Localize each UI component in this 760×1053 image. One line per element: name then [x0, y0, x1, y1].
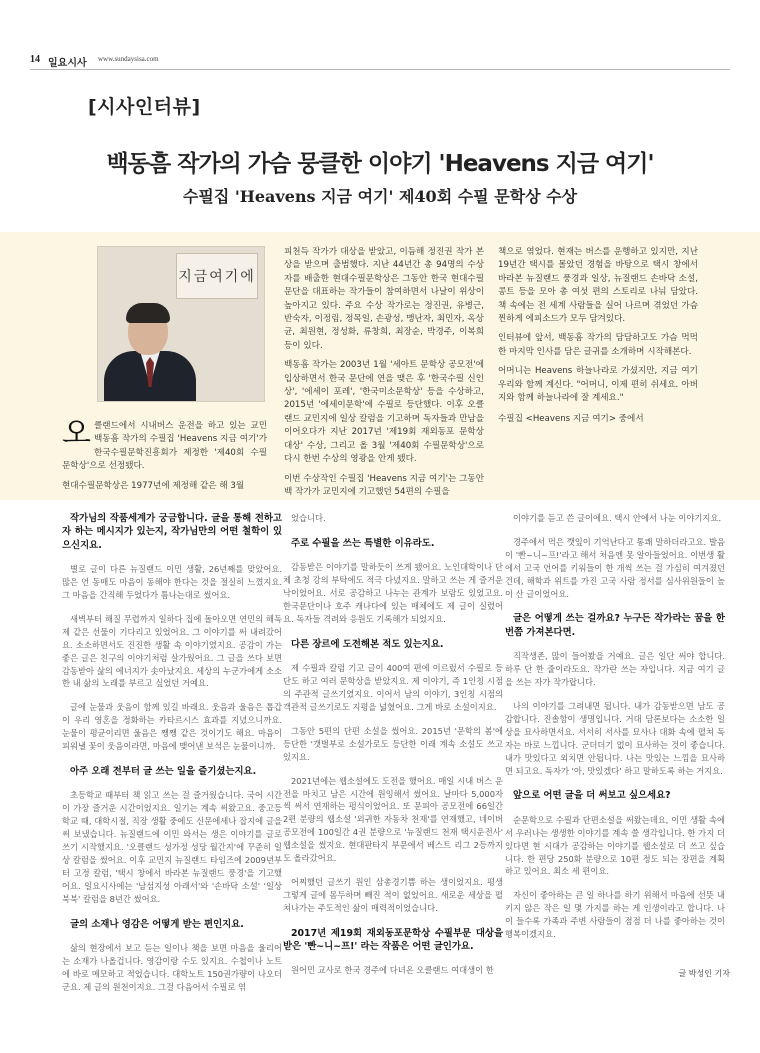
page-header	[30, 54, 730, 70]
author-photo	[97, 246, 265, 402]
intro-paragraph: 오클랜드에서 시내버스 운전을 하고 있는 교민 백동흠 작가의 수필집 'Heavens 지금 여기'가 한국수필문학진흥회가 제정한 '제40회 수필 문학상'으로 선정됐다.	[62, 416, 267, 472]
band-paragraph: 어머니는 Heavens 하늘나라로 가셨지만, 지금 여기 우리와 함께 계신다. "어머니, 이제 편히 쉬세요. 아버지와 함께 하늘나라에 잘 계세요."	[498, 366, 698, 404]
interview-answer: 감동받은 이야기를 말하듯이 쓰게 됐어요. 노인대학이나 단체 초청 강의 부탁에도 적극 다녔지요. 말하고 쓰는 게 즐거운 낙이었어요. 서로 공감하고 나누는 관계가 보람도 있었고요. 한국문단이나 호주 캐나다에 있는 매체에도 제 글이 실렸어요. 독자들 격려와 응원도 기록해가 되었지요.	[283, 562, 503, 624]
interview-answer: 나의 이야기를 그려내면 됩니다. 내가 감동받으면 남도 공감합니다. 진솔함이 생명입니다. 거대 담론보다는 소소한 일상을 묘사하면서요. 서서히 서사를 묘사나 대화 속에 펼쳐 독자는 바로 느낍니다. 군더더기 없이 묘사하는 것이 좋습니다. 내가 맛있다고 외치면 안됩니다. 나는 맛있는 느낌을 묘사하면 되고요. 독자가 '아, 맛있겠다' 하고 말하도록 하는 거지요.	[505, 700, 725, 776]
band-column-3	[498, 246, 698, 433]
quote-source: 수필집 <Heavens 지금 여기> 중에서	[498, 414, 644, 425]
interview-answer: 삶의 현장에서 보고 듣는 일이나 책을 보면 마음을 울리어는 소재가 나올겁니다. 영감이랑 수도 있지요. 수첩이나 노트에 바로 메모하고 적었습니다. 대학노트 150권가량이 나오더군요. 제 글의 원천이지요. 그걸 다음어서 수필로 엮	[62, 942, 282, 992]
band-paragraph: 인터뷰에 앞서, 백동흠 작가의 담담하고도 가슴 먹먹한 마지막 인사를 담은 글귀를 소개하며 시작해본다.	[498, 333, 698, 357]
article-column-3	[505, 512, 725, 952]
byline: 글 박성인 기자	[678, 969, 730, 978]
interview-answer: 초등학교 때부터 책 읽고 쓰는 걸 즐거웠습니다. 국어 시간이 가장 즐거운 시간이었지요. 일기는 계속 써왔고요. 중고등학교 때, 대학시절, 직장 생활 중에도 신문에세나 잡지에 글을 써 보냈습니다. 뉴질랜드에 이민 와서는 생은 이야기를 글로 쓰기 시작했지요. '오클랜드 성가정 성당 월간지'에 꾸준히 일상 칼럼을 썼어요. 이후 교민지 뉴질랜드 타임즈에 2009년부터 고정 칼럼, '택시 창에서 바라본 뉴질랜드 풍경'을 기고했어요. 일요시사에는 '남섬지성 아래서'와 '손바닥 소설' '일상 북북' 칼럼을 8년간 썼어요.	[62, 790, 282, 904]
interview-answer: 2021년에는 웹소설에도 도전을 했어요. 매일 시내 버스 운전을 마치고 남은 시간에 원잉해서 썼어요. 날마다 5,000자씩 써서 연재하는 펑식이었어요. 또 문피아 공모전에 66일간 2편 분량의 웹소설 '외귀한 자동차 천재'를 연재했고, 네이버 공모전에 100일간 4권 분량으로 '뉴질랜드 천재 택시운전사' 웹소설을 썼지요. 현대판타지 부문에서 베스트 리그 2등까지도 올라갔어요.	[283, 775, 503, 864]
interview-question: 글의 소재나 영감은 어떻게 받는 편인지요.	[70, 918, 244, 930]
interview-question: 작가님의 작품세계가 궁금합니다. 글을 통해 전하고자 하는 메시지가 있는지, 작가님만의 어떤 철학이 있으신지요.	[62, 513, 282, 551]
band-column-2	[284, 246, 484, 505]
intro-column	[62, 416, 267, 499]
article-column-1	[62, 512, 282, 1005]
intro-paragraph: 현대수필문학상은 1977년에 제정해 같은 해 3월	[62, 480, 245, 491]
section-tag: [시사인터뷰]	[88, 96, 201, 118]
band-paragraph: 백동흠 작가는 2003년 1월 '세아트 문학상 공모전'에 입상하면서 한국 문단에 연을 맺은 후 '한국수필 신인상', '에세이 포레', '한국미소문학상' 등을 수상하고, 2015년 '에세이문학'에 수필로 등단했다. 이후 오클랜드 교민지에 일상 칼럼을 기고하며 독자들과 만남을 이어오다가 지난 2017년 '제19회 재외동포 문학상 대상' 수상, 그리고 올 3월 '제40회 수필문학상'으로 다시 한번 수상의 영광을 안게 됐다.	[284, 360, 484, 465]
interview-answer: 직작생존, 많이 들어봤을 거예요. 글은 일단 써야 합니다. 하루 단 한 줄이라도요. 작가란 쓰는 자입니다. 지금 여기 글을 쓰는 자가 작가랍니다.	[505, 651, 725, 688]
interview-answer: 순문학으로 수필과 단편소설을 써왔는데요, 이민 생활 속에서 우러나는 생생한 이야기를 계속 쓸 생각입니다. 한 가지 더 있다면 현 시대가 공감하는 이야기를 웹소설로 더 쓰고 싶습니다. 한 편당 250화 분량으로 10편 정도 되는 장편을 계획하고 있어요. 최소 세 편이요.	[505, 814, 725, 877]
interview-question: 2017년 제19회 재외동포문학상 수필부문 대상을 받은 '빤~니~프!' 라는 작품은 어떤 글인가요.	[283, 927, 503, 953]
interview-answer: 이야기를 듣고 쓴 글이에요. 택시 안에서 나눈 이야기지요.	[513, 513, 722, 523]
interview-answer: 자신이 좋아하는 큰 일 하나를 하기 위해서 마음에 선뜻 내키지 않은 작은 일 몇 가지를 하는 게 인생이라고 합니다. 나이 들수록 가족과 주변 사람들이 점점 더 나를 좋아하는 것이 행복이겠지요.	[505, 890, 725, 940]
band-paragraph: 피천득 작가가 대상을 받았고, 이듬해 정진권 작가 본상을 받으며 출범했다. 지난 44년간 총 94명의 수상자를 배출한 현대수필문학상은 그동안 한국 현대수필 문단을 대표하는 작가들이 참여하면서 나날이 위상이 높아지고 있다. 주요 수상 작가로는 정진권, 유병근, 반숙자, 이정림, 정목일, 손광성, 맹난자, 최민자, 옥상균, 최원현, 정성화, 류창희, 최장순, 박경주, 이복희 등이 있다.	[284, 247, 484, 351]
interview-answer: 어찌했던 글쓰기 원인 삼총경기쁨 하는 생이었지요. 평생 그렇게 글에 몸두하며 빼진 적이 없었어요. 새로운 세상을 펼쳐나가는 주도적인 삶이 매력적이었습니다.	[283, 876, 503, 913]
interview-answer: 원어민 교사로 한국 경주에 다녀온 오클랜드 여대생이 한	[291, 965, 494, 976]
interview-answer: 었습니다.	[291, 513, 326, 523]
interview-question: 아주 오래 전부터 글 쓰는 일을 즐기셨는지요.	[70, 766, 257, 777]
page-number: 14	[30, 54, 40, 65]
interview-answer: 새벽부터 해질 무렵까지 일하다 집에 돌아오면 연민의 해독제 같은 선물이 기다리고 있었어요. 그 이야기를 써 내려갔어요. 소소하면서도 진진한 생활 속 이야기였지요. 공감이 가는 좋은 글은 친구의 이야기처럼 살가웠어요. 그 글을 쓰다 보면 감동받아 삶의 에너지가 솟아났지요. 세상의 누군가에게 소소한 내 삶의 노래를 부르고 싶었던 거예요.	[62, 613, 282, 689]
interview-question: 앞으로 어떤 글을 더 써보고 싶으세요?	[513, 790, 671, 802]
publication-name: 일요시사	[48, 58, 87, 69]
band-paragraph: 이번 수상작인 수필집 'Heavens 지금 여기'는 그동안 백 작가가 교민지에 기고했던 54편의 수필을	[284, 473, 484, 497]
band-paragraph: 책으로 엮었다. 현재는 버스를 운행하고 있지만, 지난 19년간 택시를 몰았던 경험을 바탕으로 택시 창에서 바라본 뉴질랜드 풍경과 일상, 뉴질랜드 손바닥 소설, 콩트 등을 모아 총 여섯 편의 스토리로 나눠 담았다. 책 속에는 전 세계 사람들을 실어 나르며 겪었던 가슴찐하게 에피소드가 모두 담겨있다.	[498, 247, 698, 325]
interview-answer: 글에 눈물과 웃음이 함께 있길 바래요. 웃음과 울음은 톱갑이 우리 영혼을 정화하는 카타르시스 효과를 지녔으니까요. 눈물이 평균이리면 울음은 쨍쨍 같은 것이기도 해요. 마음이 피워낼 꽃이 웃음이라면, 마음에 맺어낸 보석은 눈물이니까.	[62, 702, 282, 752]
photo-sign: 지금여기에	[176, 253, 258, 299]
interview-answer: 그동안 5편의 단편 소설을 썼어요. 2015년 '문학의 봄'에 등단한 '갯벌부로 소설가로도 등단한 이래 계속 소설도 쓰고 있지요.	[283, 725, 503, 762]
interview-question: 다른 장르에 도전해본 적도 있는지요.	[291, 638, 444, 650]
subheadline: 수필집 'Heavens 지금 여기' 제40회 수필 문학상 수상	[182, 187, 578, 206]
drop-cap: 오	[62, 416, 91, 451]
headline: 백동흠 작가의 가슴 뭉클한 이야기 'Heavens 지금 여기'	[106, 151, 654, 177]
interview-answer: 별로 글이 다른 뉴질랜드 이민 생활, 26년째를 맞았어요. 많은 언 동매도 마음이 동해야 한다는 것을 절실히 느꼈지요. 그 마음을 간직해 두었다가 틈나는대로 썼어요.	[62, 564, 282, 601]
publication-url: www.sundaysisa.com	[98, 55, 159, 63]
interview-question: 주로 수필을 쓰는 특별한 이유라도.	[291, 537, 435, 549]
interview-question: 글은 어떻게 쓰는 걸까요? 누구든 작가라는 꿈을 한번쯤 가져본다면.	[505, 613, 725, 638]
interview-answer: 경주에서 먹은 깻잎이 기억난다고 통쾌 말하더라고요. 발음이 '빤~니~프!'라고 해서 처음엔 못 알아들었어요. 이번생 활에서 고국 언어를 키워들이 한 개씩 쓰는 걸 가심히 여겨졌던 건데, 해학과 위트를 가진 고국 사람 정서를 심사위원들이 높이 산 글이었어요.	[505, 536, 725, 599]
article-column-2	[283, 512, 503, 988]
interview-answer: 제 수필과 칼럼 기고 글이 400여 편에 이르렀서 수필로 등단도 하고 여러 문학상을 받았지요. 제 이야기, 즉 1인칭 시점의 주관적 글쓰기였지요. 이어서 남의 이야기, 3인칭 시점의 객관적 글쓰기로도 지평을 넓혔어요. 그게 바로 소설이지요.	[283, 663, 503, 712]
person-hair	[126, 303, 170, 323]
